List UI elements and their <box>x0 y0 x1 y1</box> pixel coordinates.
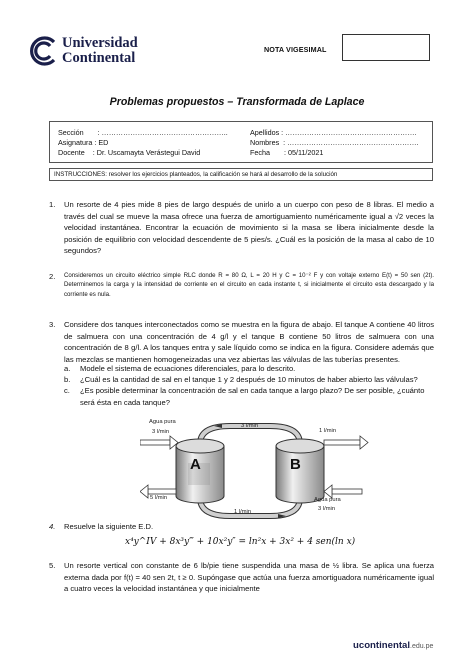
problem-4-equation: x⁴y^IV + 8x³y‴ + 10x²y″ = ln²x + 3x² + 4 sen(ln x) <box>125 537 356 547</box>
teacher-field: Docente : Dr. Uscamayta Verástegui David <box>58 148 201 157</box>
date-field: Fecha : 05/11/2021 <box>250 148 324 157</box>
footer-brand <box>353 640 433 651</box>
footer-domain: .edu.pe <box>410 643 434 650</box>
problem-3-number: 3. <box>49 320 56 329</box>
problem-3b-label: b. <box>64 375 71 384</box>
university-name-line2: Continental <box>62 50 136 66</box>
problem-2-text: Consideremos un circuito eléctrico simple RLC donde R = 80 Ω, L = 20 H y C = 10⁻² F y con voltaje externo E(t) = 50 sen (2t). Determinemos la carga y la intensidad de corriente en el circuito en cada instante t, si inicialmente el circuito esta descargado y la corriente es nula. <box>64 272 434 298</box>
surname-field: Apellidos : ………………………………………………. <box>250 128 417 137</box>
problem-1-text: Un resorte de 4 pies mide 8 pies de largo después de unirlo a un cuerpo con peso de 8 libras. El medio a través del cual se mueve la masa ofrece una fuerza de amortiguamiento numéricamente igual a √2 veces la velocidad instantánea. Encontrar la ecuación de movimiento si la masa se libera inicialmente desde la posición de equilibrio con velocidad descendente de 5 pies/s. ¿Cuál es la posición de la masa al cabo de 10 segundos? <box>64 200 434 255</box>
tank-b-label: B <box>290 456 301 473</box>
problem-3c-text: ¿Es posible determinar la concentración de sal en cada tanque a largo plazo? De ser posible, ¿cuánto será ésta en cada tanque? <box>80 386 425 407</box>
problem-4-text: Resuelve la siguiente E.D. <box>64 522 154 531</box>
problem-5-text: Un resorte vertical con constante de 6 lb/pie tiene suspendida una masa de ½ libra. Se aplica una fuerza externa dada por f(t) = 40 sen 2t, t ≥ 0. Supóngase que actúa una fuerza amortiguadora numéricamente igual a cuatro veces la velocidad instantánea y que inicialmente <box>64 561 434 593</box>
problem-3c-label: c. <box>64 386 70 395</box>
problem-3a-text: Modele el sistema de ecuaciones diferenciales, para lo descrito. <box>80 364 296 373</box>
subject-field: Asignatura : ED <box>58 138 109 147</box>
tank-a-label: A <box>190 456 201 473</box>
problem-5-number: 5. <box>49 561 56 570</box>
outflow-b-arrow <box>324 436 368 449</box>
student-info-box <box>49 121 433 163</box>
agua-pura-b-label: Agua pura <box>314 497 341 503</box>
flow-out-right-label: 1 l/min <box>319 428 337 434</box>
grade-label: NOTA VIGESIMAL <box>264 45 327 54</box>
flow-out-left-label: 5 l/min <box>150 495 168 501</box>
instructions-box: INSTRUCCIONES: resolver los ejercicios planteados, la calificación se hará al desarrollo de la solución <box>49 168 433 181</box>
page-title: Problemas propuestos – Transformada de Laplace <box>109 96 365 108</box>
university-name-line1: Universidad <box>62 35 138 51</box>
problem-3b-text: ¿Cuál es la cantidad de sal en el tanque 1 y 2 después de 10 minutos de haber abierto las válvulas? <box>80 375 418 384</box>
problem-1-number: 1. <box>49 200 56 209</box>
problem-3-text: Considere dos tanques interconectados como se muestra en la figura de abajo. El tanque A contiene 40 litros de salmuera con una concentración de 4 g/l y el tanque B contiene 50 litros de salmuera con una concentración de 8 g/l. A los tanques entra y sale líquido como se indica en la figura. Considere además que las mezclas se mantienen homogeneizadas una vez abiertas las válvulas de las tuberías presentes. <box>64 320 434 364</box>
flow-bottom-label: 1 l/min <box>234 509 252 515</box>
problem-4-number: 4. <box>49 522 56 531</box>
problem-2-number: 2. <box>49 272 56 281</box>
inflow-a-arrow <box>140 436 178 449</box>
flow-in-a-label: 3 l/min <box>152 429 170 435</box>
agua-pura-a-label: Agua pura <box>149 419 176 425</box>
tanks-diagram <box>140 420 370 525</box>
university-logo-icon <box>28 36 58 66</box>
name-field: Nombres : ………………………………………………. <box>250 138 419 147</box>
flow-in-b-label: 3 l/min <box>318 506 336 512</box>
grade-box <box>342 34 430 61</box>
problem-3a-label: a. <box>64 364 71 373</box>
footer-brand-name: ucontinental <box>353 640 411 651</box>
flow-top-label: 3 l/min <box>241 423 259 429</box>
section-field: Sección : …………………………………………….. <box>58 128 228 137</box>
